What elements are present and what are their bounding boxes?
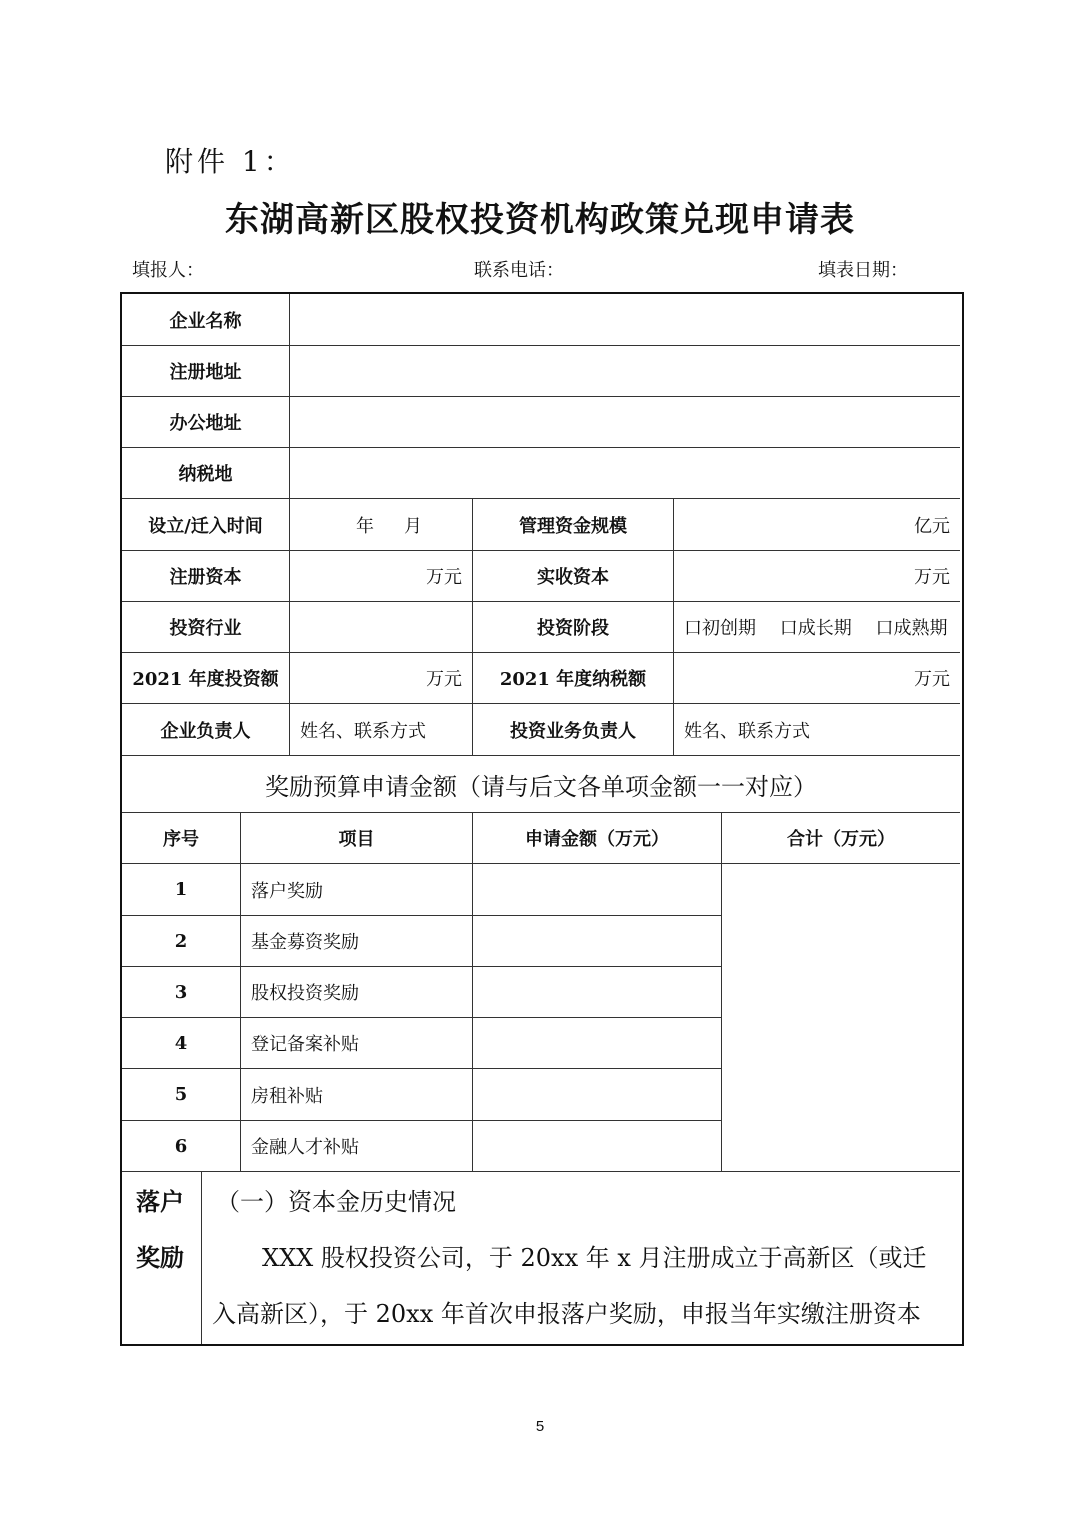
table-row — [122, 1121, 722, 1172]
phone-label: 联系电话： — [474, 260, 564, 281]
item-amount-field[interactable] — [473, 967, 722, 1017]
section-heading: （一）资本金历史情况 — [216, 1188, 456, 1216]
section-label-line2: 奖励 — [136, 1243, 184, 1272]
item-name: 房租补贴 — [241, 1069, 473, 1120]
table-row — [122, 1018, 722, 1069]
col-amount-header: 申请金额（万元） — [473, 813, 722, 863]
item-amount-field[interactable] — [473, 1121, 722, 1171]
col-no-header: 序号 — [122, 813, 241, 863]
biz-leader-label: 投资业务负责人 — [473, 704, 674, 755]
reg-capital-label: 注册资本 — [122, 551, 290, 601]
budget-banner: 奖励预算申请金额（请与后文各单项金额一一对应） — [265, 772, 817, 801]
industry-label: 投资行业 — [122, 602, 290, 652]
item-no: 2 — [122, 916, 241, 966]
established-label: 设立/迁入时间 — [122, 499, 290, 550]
item-no: 4 — [122, 1018, 241, 1068]
biz-leader-field[interactable]: 姓名、联系方式 — [684, 720, 810, 742]
reg-address-field[interactable] — [290, 346, 960, 396]
industry-field[interactable] — [290, 602, 473, 652]
item-amount-field[interactable] — [473, 916, 722, 966]
fund-scale-label: 管理资金规模 — [473, 499, 674, 550]
table-row — [122, 551, 960, 602]
leader-field[interactable]: 姓名、联系方式 — [290, 704, 473, 755]
tax-location-field[interactable] — [290, 448, 960, 498]
table-row — [122, 448, 960, 499]
item-no: 3 — [122, 967, 241, 1017]
table-row — [122, 653, 960, 704]
section-label — [122, 1172, 202, 1344]
table-row — [122, 864, 722, 916]
item-amount-field[interactable] — [473, 864, 722, 915]
table-row — [122, 499, 960, 551]
reg-address-label: 注册地址 — [122, 346, 290, 396]
paid-capital-field[interactable] — [674, 551, 960, 601]
tax-amount-field[interactable] — [674, 653, 960, 703]
form-title: 东湖高新区股权投资机构政策兑现申请表 — [225, 200, 855, 240]
item-amount-field[interactable] — [473, 1018, 722, 1068]
reg-capital-unit: 万元 — [426, 567, 462, 588]
fund-scale-unit: 亿元 — [914, 515, 950, 537]
invest-amount-field[interactable] — [290, 653, 473, 703]
page-number: 5 — [535, 1418, 545, 1435]
fund-scale-field[interactable] — [674, 499, 960, 550]
section-paragraph-line2: 入高新区），于 20xx 年首次申报落户奖励，申报当年实缴注册资本 — [212, 1300, 921, 1328]
attachment-label: 附件 1： — [165, 145, 296, 178]
table-row — [122, 813, 960, 864]
stage-options[interactable]: 口初创期 口成长期 口成熟期 — [684, 618, 948, 639]
table-row — [122, 967, 722, 1018]
section-content — [212, 1172, 952, 1344]
tax-location-label: 纳税地 — [122, 448, 290, 498]
table-row — [122, 602, 960, 653]
item-no: 5 — [122, 1069, 241, 1120]
paid-capital-unit: 万元 — [914, 567, 950, 588]
section-paragraph-line1: XXX 股权投资公司，于 20xx 年 x 月注册成立于高新区（或迁 — [262, 1244, 927, 1272]
table-row — [122, 397, 960, 448]
paid-capital-label: 实收资本 — [473, 551, 674, 601]
office-address-label: 办公地址 — [122, 397, 290, 447]
item-no: 1 — [122, 864, 241, 915]
table-row — [122, 704, 960, 756]
tax-amount-label: 2021 年度纳税额 — [473, 653, 674, 703]
office-address-field[interactable] — [290, 397, 960, 447]
col-item-header: 项目 — [241, 813, 473, 863]
filler-label: 填报人： — [132, 260, 204, 281]
date-label: 填表日期： — [818, 260, 908, 281]
item-name: 金融人才补贴 — [241, 1121, 473, 1171]
table-row — [122, 1069, 722, 1121]
table-row — [122, 294, 960, 346]
section-label-line1: 落户 — [136, 1187, 184, 1216]
year-unit: 年 — [356, 515, 374, 537]
application-table — [120, 292, 964, 1346]
table-row — [122, 756, 960, 813]
established-field[interactable] — [290, 499, 473, 550]
stage-label: 投资阶段 — [473, 602, 674, 652]
col-total-header: 合计（万元） — [787, 829, 895, 850]
company-name-label: 企业名称 — [122, 294, 290, 345]
item-no: 6 — [122, 1121, 241, 1171]
tax-amount-unit: 万元 — [914, 669, 950, 690]
item-name: 股权投资奖励 — [241, 967, 473, 1017]
item-name: 登记备案补贴 — [241, 1018, 473, 1068]
company-name-field[interactable] — [290, 294, 960, 345]
month-unit: 月 — [404, 515, 422, 537]
invest-amount-unit: 万元 — [426, 669, 462, 690]
total-field[interactable] — [722, 864, 960, 1172]
table-row — [122, 346, 960, 397]
reg-capital-field[interactable] — [290, 551, 473, 601]
table-row — [122, 916, 722, 967]
item-amount-field[interactable] — [473, 1069, 722, 1120]
leader-label: 企业负责人 — [122, 704, 290, 755]
item-name: 基金募资奖励 — [241, 916, 473, 966]
item-name: 落户奖励 — [241, 864, 473, 915]
invest-amount-label: 2021 年度投资额 — [122, 653, 290, 703]
